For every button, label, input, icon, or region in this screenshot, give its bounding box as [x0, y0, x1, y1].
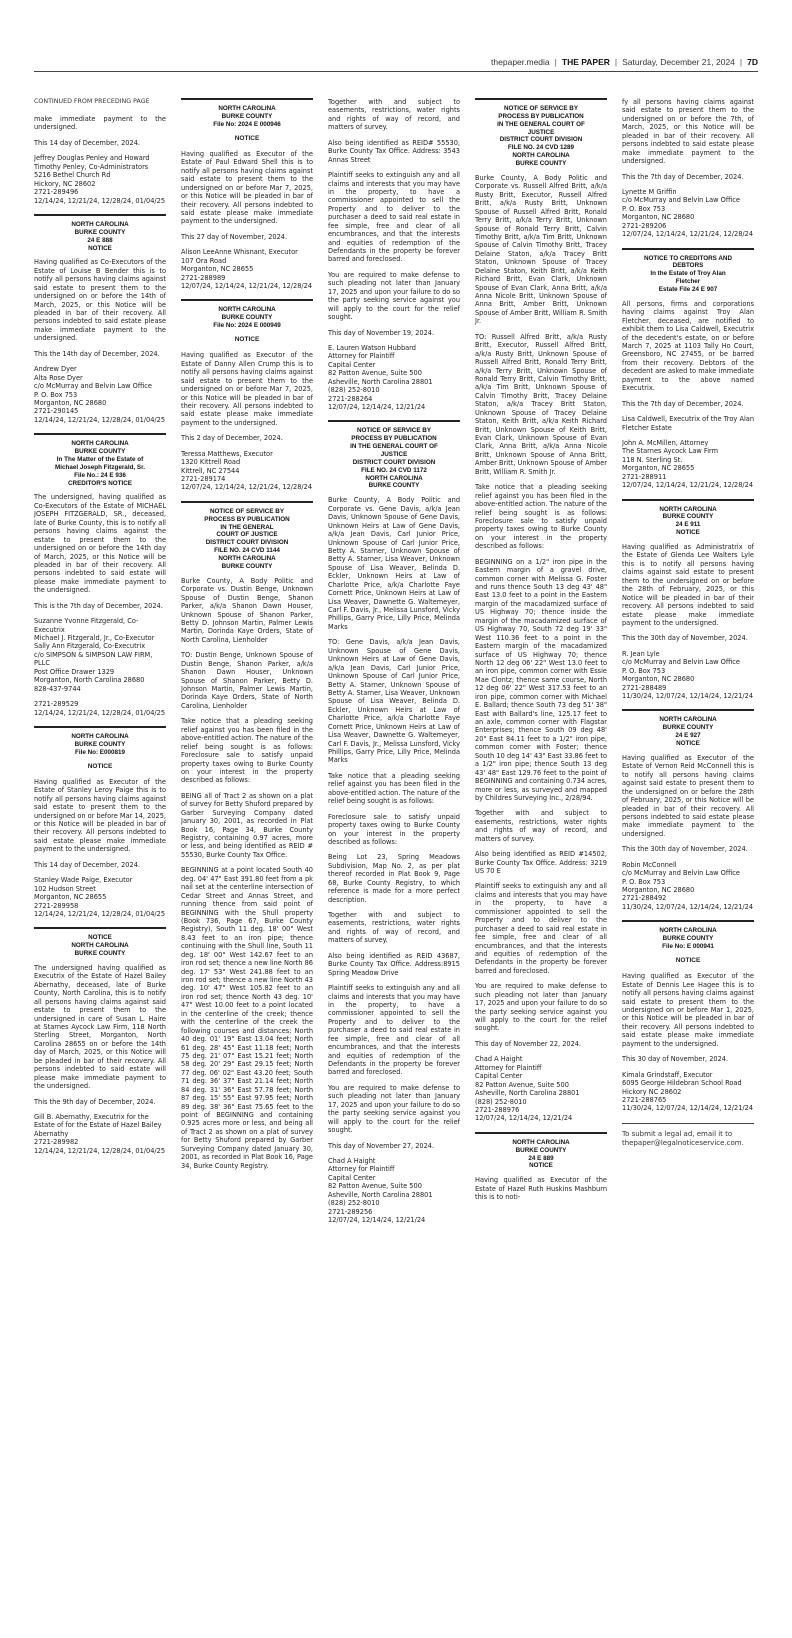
- header-line: BURKE COUNTY: [662, 513, 714, 521]
- notice-body: You are required to make defense to such pleading not later than January 17, 2025 and upon your failure to do so the party seeking service against you will apply to the court for the relief sought.: [328, 1083, 460, 1135]
- header-line: BURKE COUNTY: [74, 950, 126, 958]
- notice-body: BEING all of Tract 2 as shown on a plat of survey for Betty Shuford prepared by Garber Surveying Company dated January 30, 2001, as recorded in Plat Book 16, Page 34, Burke County Registry, containing 0.97 acres, more or less, and being identified as REID # 55530, Burke County Tax Office.: [181, 791, 313, 859]
- header-line: BURKE COUNTY: [368, 482, 420, 490]
- notice-body: Having qualified as Executor of the Estate of Paul Edward Shell this is to notify all persons having claims against said estate to present them to the undersigned on or before Mar 7, 2025, or this Notice will be pleaded in bar of their recovery. All persons indebted to said estate please make immediate payment to the undersigned.: [181, 149, 313, 226]
- header-line: PROCESS BY PUBLICATION: [498, 112, 584, 120]
- sig-line: 2721-289529: [34, 700, 79, 709]
- sig-line: 12/14/24, 12/21/24, 12/28/24, 01/04/25: [34, 196, 166, 205]
- sig-line: John A. McMillen, Attorney: [622, 438, 709, 447]
- header-line: Fletcher: [675, 278, 701, 286]
- sig-line: Sally Ann Fitzgerald, Co-Executrix: [34, 642, 146, 651]
- sig-line: Morganton, NC 28655: [34, 893, 107, 902]
- sig-line: Chad A Haight: [475, 1055, 523, 1064]
- sig-line: 12/14/24, 12/21/24, 12/28/24, 01/04/25: [34, 1146, 166, 1155]
- legal-notice: [622, 709, 754, 911]
- notice-body: Having qualified as Administratrix of the Estate of Glenda Lee Walters Lyle this is to notify all persons having claims against said estate to present them to the undersigned on or before the 28th of February, 2025, or this Notice will be pleaded in bar of their recovery. All persons indebted to said estate please make immediate payment to the undersigned.: [622, 543, 754, 627]
- notice-body: Burke County, A Body Politic and Corporate vs. Gene Davis, a/k/a Jean Davis, Unknown Spouse of Gene Davis, Unknown Heirs at Law of Gene Davis, a/k/a Jean Davis, Carl Junior Price, Unknown Spouse of Carl Junior Price, Betty A. Starner, Unknown Spouse of Betty A. Starner, Lisa Weaver, Unknown Spouse of Lisa Weaver, Belinda D. Eckler, Unknown Heirs at Law of Charlotte Price, a/k/a Charlotte Faye Cornett Price, Unknown Heirs at Law of Lisa Weaver, Dawnette G. Waltemeyer, Carl F. Davis, Jr., Melissa Lunsford, Vicky Phillips, Garry Price, Lilly Price, Melinda Marks: [328, 496, 460, 631]
- header-line: BURKE COUNTY: [221, 112, 273, 120]
- sig-line: Asheville, North Carolina 28801: [475, 1089, 580, 1098]
- header-line: File No: 2024 E 000946: [213, 120, 281, 128]
- header-line: JUSTICE: [380, 451, 408, 459]
- sig-line: 2721-288264: [328, 394, 373, 403]
- header-line: FILE NO. 24 CVD 1289: [507, 144, 575, 152]
- sig-line: 2721-289496: [34, 188, 79, 197]
- notice-date: This the 9th day of December, 2024.: [34, 1097, 156, 1106]
- sig-line: 12/07/24, 12/14/24, 12/21/24, 12/28/24: [181, 282, 313, 291]
- notice-title: NOTICE: [675, 956, 701, 964]
- sig-line: Attorney for Plaintiff: [475, 1063, 542, 1072]
- header-line: NORTH CAROLINA: [71, 942, 129, 950]
- header-line: DEBTORS: [672, 262, 704, 270]
- notice-date: This 14 day of December, 2024.: [34, 860, 140, 869]
- header-line: BURKE COUNTY: [74, 228, 126, 236]
- sig-line: The Starnes Aycock Law Firm: [622, 447, 719, 456]
- legal-notice: [34, 726, 166, 918]
- header-line: NOTICE OF SERVICE BY: [503, 105, 579, 112]
- notice-body: Take notice that a pleading seeking relief against you has been filed in the above-entitled action. The nature of the relief being sought is as follows: Foreclosure sale to satisfy unpaid property taxes owing to Burke County on your interest in the property described as follows:: [181, 717, 313, 785]
- header-line: NOTICE: [676, 529, 700, 537]
- notice-date: This 2 day of December, 2024.: [181, 434, 283, 443]
- notice-body: BEGINNING on a 1/2" iron pipe in the Eastern margin of a gravel drive, common corner with Melissa G. Foster and runs thence South 13 deg 43' 48" East 13.0 feet to a point in the Eastern margin of the macadamized surface of US Highway 70; thence inside the margin of the macadamized surface of US Highway 70, South 72 deg 19' 33" West 110.36 feet to a point in the Eastern margin of the macadamized surface of US Highway 70; thence North 12 deg 06' 22" West 13.0 feet to an iron pipe, common corner with Essie Mae Clontz; thence same course, North 12 deg 06' 22" West 317.53 feet to an iron pipe, common corner with Michael E. Ballard; thence South 73 deg 51' 38" East with Ballard's line, 125.17 feet to an axle, common corner with Flagstar Enterprises; thence South 09 deg 48' 20" East 84.11 feet to a 1/2" iron pipe, common corner with Foster; thence South 10 deg 14' 43" East 33.86 feet to a 1/2" iron pipe; thence South 13 deg 43' 48" East 129.76 feet to the point of BEGINNING and containing 0.734 acres, more or less, as surveyed and mapped by Childres Surveying Inc., 2/28/94.: [475, 557, 607, 802]
- notice-body: Foreclosure sale to satisfy unpaid property taxes owing to Burke County on your interest in the property described as follows:: [328, 812, 460, 846]
- sig-line: Chad A Haight: [328, 1156, 376, 1165]
- notice-date: This is the 7th day of December, 2024.: [34, 601, 163, 610]
- sig-line: 2721-289958: [34, 901, 79, 910]
- sig-line: 12/07/24, 12/14/24, 12/21/24, 12/28/24: [181, 483, 313, 492]
- notice-header: [34, 726, 166, 757]
- sig-line: Asheville, North Carolina 28801: [328, 377, 433, 386]
- header-line: NORTH CAROLINA: [71, 732, 129, 740]
- sig-line: c/o McMurray and Belvin Law Office: [622, 196, 740, 205]
- sig-line: 6095 George Hildebran School Road: [622, 1079, 742, 1088]
- notice-header: [622, 499, 754, 537]
- sig-line: Morganton, NC 28680: [34, 398, 107, 407]
- notice-date: This day of November 22, 2024.: [475, 1039, 582, 1048]
- sig-line: 2721-288489: [622, 683, 667, 692]
- sig-line: 1320 Kittrell Road: [181, 458, 241, 467]
- sig-line: Morganton, NC 28680: [622, 213, 695, 222]
- header-line: NORTH CAROLINA: [512, 1138, 570, 1146]
- sig-line: Michael J. Fitzgerald, Jr., Co-Executor: [34, 634, 155, 643]
- sig-line: Stanley Wade Paige, Executor: [34, 876, 133, 885]
- separator: |: [554, 56, 557, 67]
- sig-line: (828) 252-8010: [328, 386, 380, 395]
- legal-notice: [34, 214, 166, 424]
- notice-body: Also being identified as REID 43687, Burke County Tax Office. Address:8915 Spring Meadow Drive: [328, 951, 460, 977]
- legal-notice: [622, 98, 754, 239]
- notice-signature: [328, 1157, 460, 1225]
- legal-notice: [328, 420, 460, 1224]
- notice-body: Also being identified as REID #14502, Burke County Tax Office. Address: 3219 US 70 E: [475, 850, 607, 875]
- header-line: BURKE COUNTY: [515, 1146, 567, 1154]
- notice-body: Also being identified as REID# 55530, Burke County Tax Office. Address: 3543 Annas Street: [328, 138, 460, 164]
- notice-body: Take notice that a pleading seeking relief against you has been filed in the above-entitled action. The nature of the relief being sought is as follows: Foreclosure sale to satisfy unpaid property taxes owing to Burke County on your interest in the property described as follows:: [475, 483, 607, 551]
- sig-line: c/o McMurray and Belvin Law Office: [622, 658, 740, 667]
- notice-signature: [328, 344, 460, 412]
- sig-line: Morganton, NC 28655: [181, 265, 254, 274]
- notice-header: [622, 709, 754, 747]
- header-line: BURKE COUNTY: [221, 314, 273, 322]
- notice-signature: [475, 1055, 607, 1123]
- notice-body: Plaintiff seeks to extinguish any and all claims and interests that you may have in the property, to have a commissioner appointed to sell the Property and to deliver to the purchaser a deed to said real estate in fee simple, free and clear of all encumbrances, and that the interests and equities of redemption of the Defendants in the property be forever barred and foreclosed.: [475, 882, 607, 975]
- sig-line: c/o SIMPSON & SIMPSON LAW FIRM, PLLC: [34, 650, 153, 668]
- header-line: NORTH CAROLINA: [659, 927, 717, 935]
- separator: |: [739, 56, 743, 67]
- notice-signature: [622, 650, 754, 701]
- legal-notice: [34, 927, 166, 1155]
- sig-line: P. O. Box 753: [34, 390, 78, 399]
- notice-body: Lisa Caldwell, Executrix of the Troy Alan Fletcher Estate: [622, 415, 754, 432]
- submission-note: To submit a legal ad, email it to thepaper@legalnoticeservice.com.: [622, 1123, 754, 1148]
- notice-header: [181, 299, 313, 330]
- sig-line: (828) 252-8010: [475, 1097, 527, 1106]
- sig-line: Asheville, North Carolina 28801: [328, 1190, 433, 1199]
- header-line: NOTICE OF SERVICE BY: [356, 427, 432, 435]
- sig-line: 828-437-9744: [34, 684, 81, 693]
- notice-date: This the 7th day of December, 2024.: [622, 399, 744, 408]
- sig-line: 2721-289206: [622, 221, 667, 230]
- sig-line: (828) 252-8010: [328, 1199, 380, 1208]
- sig-line: Hickory NC 28602: [622, 1087, 682, 1096]
- sig-line: 2721-290145: [34, 407, 79, 416]
- notice-body: Having qualified as Executor of the Estate of Stanley Leroy Paige this is to notify all persons having claims against said estate to present them to the undersigned on or before Mar 14, 2025, or this Notice will be pleaded in bar of their recovery. All persons indebted to said estate please make immediate payment to the undersigned.: [34, 777, 166, 854]
- header-line: FILE NO. 24 CVD 1144: [214, 547, 280, 555]
- header-line: NORTH CAROLINA: [218, 555, 276, 563]
- sig-line: P. O. Box 753: [622, 877, 666, 886]
- sig-line: 12/07/24, 12/14/24, 12/21/24: [328, 403, 426, 411]
- notice-signature: [622, 861, 754, 912]
- header-line: NORTH CAROLINA: [365, 474, 423, 482]
- notice-body: TO: Gene Davis, a/k/a Jean Davis, Unknown Spouse of Gene Davis, Unknown Heirs at Law of Gene Davis, a/k/a Jean Davis, Carl Junior Price, Unknown Spouse of Carl Junior Price, Betty A. Starner, Unknown Spouse of Betty A. Starner, Lisa Weaver, Unknown Spouse of Lisa Weaver, Belinda D. Eckler, Unknown Heirs at Law of Charlotte Price, a/k/a Charlotte Faye Cornett Price, Unknown Heirs at Law of Lisa Weaver, Dawnette G. Waltemeyer, Carl F. Davis, Jr., Melissa Lunsford, Vicky Phillips, Garry Price, Lilly Price, Melinda Marks: [328, 638, 460, 765]
- header-line: PROCESS BY PUBLICATION: [351, 435, 437, 443]
- notice-body: Plaintiff seeks to extinguish any and all claims and interests that you may have in the property, to have a commissioner appointed to sell the Property and to deliver to the purchaser a deed to said real estate in fee simple, free and clear of all encumbrances, and that the interests and equities of redemption of the Defendants in the property be forever barred and foreclosed.: [328, 171, 460, 264]
- notice-body: Having qualified as Executor of the Estate of Danny Allen Crump this is to notify all persons having claims against said estate to present them to the undersigned on or before Mar 7, 2025, or this Notice will be pleaded in bar of their recovery. All persons indebted to said estate please make immediate payment to the undersigned.: [181, 351, 313, 427]
- sig-line: 5216 Bethel Church Rd: [34, 171, 111, 180]
- masthead: [34, 55, 758, 69]
- notice-signature: [181, 450, 313, 492]
- notice-signature: [34, 1113, 166, 1155]
- notice-header: [328, 420, 460, 490]
- header-line: IN THE GENERAL COURT OF: [497, 120, 585, 128]
- sig-line: 11/30/24, 12/07/24, 12/14/24, 12/21/24: [622, 902, 754, 911]
- sig-line: 12/07/24, 12/14/24, 12/21/24, 12/28/24: [622, 230, 754, 239]
- header-line: BURKE COUNTY: [662, 724, 714, 732]
- sig-line: c/o McMurray and Belvin Law Office: [34, 382, 152, 391]
- sig-line: Capital Center: [475, 1072, 523, 1081]
- header-line: COURT OF JUSTICE: [216, 531, 278, 539]
- sig-line: Alison LeeAnne Whisnant, Executor: [181, 248, 298, 257]
- separator: |: [614, 56, 618, 67]
- header-line: BURKE COUNTY: [221, 562, 273, 570]
- sig-line: Attorney for Plaintiff: [328, 352, 395, 361]
- notice-body: Being Lot 23, Spring Meadows Subdivision, Map No. 2, as per plat thereof recorded in Plat Book 9, Page 68, Burke County Registry, to which reference is made for a more perfect description.: [328, 853, 460, 904]
- continued-label: CONTINUED FROM PRECEDING PAGE: [34, 98, 150, 105]
- header-line: Michael Joseph Fitzgerald, Sr.: [55, 463, 145, 471]
- sig-line: 2721-288765: [622, 1095, 667, 1104]
- notice-body: All persons, firms and corporations having claims against Troy Alan Fletcher, deceased, are notified to exhibit them to Lisa Caldwell, Executrix of the decedent's estate, on or before March 7, 2025 at 1103 Tally Ho Court, Greensboro, NC 27455, or be barred from their recovery. Debtors of the decedent are asked to make immediate payment to the above named Executrix.: [622, 299, 754, 393]
- issue-date: Saturday, December 21, 2024: [622, 56, 735, 67]
- notice-body: Having qualified as Executor of the Estate of Dennis Lee Hagee this is to notify all persons having claims against said estate to present them to the undersigned on or before Mar 1, 2025, or this Notice will be pleaded in bar of their recovery. All persons indebted to said estate please make immediate payment to the undersigned.: [622, 972, 754, 1048]
- sig-line: Capital Center: [328, 1173, 376, 1182]
- legal-notice: [622, 920, 754, 1112]
- notice-body: You are required to make defense to such pleading not later than January 17, 2025 and upon your failure to do so the party seeking service against you will apply to the court for the relief sought.: [475, 982, 607, 1033]
- header-line: NORTH CAROLINA: [512, 152, 570, 160]
- sig-line: c/o McMurray and Belvin Law Office: [622, 869, 740, 878]
- header-line: CREDITOR'S NOTICE: [67, 479, 132, 487]
- sig-line: Hickory, NC 28602: [34, 179, 96, 188]
- legal-notice: [328, 98, 460, 411]
- sig-line: 2721-289174: [181, 475, 226, 484]
- legal-notice: [622, 499, 754, 701]
- header-line: 24 E 889: [528, 1154, 554, 1162]
- header-line: 24 E 927: [675, 732, 701, 740]
- sig-line: E. Lauren Watson Hubbard: [328, 343, 416, 352]
- sig-line: 2721-288976: [475, 1105, 520, 1114]
- header-line: IN THE GENERAL COURT OF: [350, 443, 438, 451]
- header-line: NOTICE TO CREDITORS AND: [643, 254, 733, 262]
- legal-notice: [181, 98, 313, 290]
- sig-line: 82 Patton Avenue, Suite 500: [328, 369, 422, 378]
- column-1: [34, 98, 166, 1618]
- header-line: NORTH CAROLINA: [218, 306, 276, 314]
- header-line: NOTICE: [676, 740, 700, 748]
- notice-body: Having qualified as Executor of the Estate of Hazel Ruth Huskins Mashburn this is to noti-: [475, 1176, 607, 1202]
- header-line: NORTH CAROLINA: [218, 105, 276, 112]
- sig-line: 107 Ora Road: [181, 256, 227, 265]
- notice-header: [34, 214, 166, 252]
- notice-date: This the 30th day of November, 2024.: [622, 634, 748, 643]
- notice-signature: [622, 1071, 754, 1113]
- notice-body: TO: Russell Alfred Britt, a/k/a Rusty Britt, Executor, Russell Alfred Britt, a/k/a Rusty Britt, Unknown Spouse of Russell Alfred Britt, Ronald Terry Britt, a/k/a Terry Britt, Unknown Spouse of Ronald Terry Britt, Calvin Timothy Britt, a/k/a Tim Britt, Unknown Spouse of Calvin Timothy Britt, Tracey Delaine Staton, a/k/a Tracey Britt Staton, Unknown Spouse of Tracey Delaine Staton, Keith Britt, a/k/a Keith Richard Britt, Unknown Spouse of Keith Britt, Evan Clark, Unknown Spouse of Evan Clark, Anna Britt, a/k/a Anna Nicole Britt, Unknown Spouse of Anna Britt, Amber Britt, Unknown Spouse of Amber Britt, William R. Smith Jr.: [475, 332, 607, 476]
- header-line: NORTH CAROLINA: [71, 220, 129, 228]
- notice-date: This the 14th day of December, 2024.: [34, 349, 160, 358]
- legal-notice: [181, 299, 313, 491]
- notice-body: BEGINNING at a point located South 40 deg. 04' 47" East 391.80 feet from a pk nail set at the centerline intersection of Cedar Street and Annas Street, and running thence from said point of BEGINNING with the Shull property (Book 736, Page 67, Burke County Registry), South 11 deg. 18' 00" West 8.43 feet to an iron pipe; thence continuing with the Shull line, South 11 deg. 18' 00" West 142.67 feet to an iron rod set; thence a new line North 86 deg. 17' 53" West 241.88 feet to an iron rod set; thence a new line North 43 deg. 10' 47" West 105.82 feet to an iron rod set; thence North 43 deg. 10' 47" West 10.00 feet to a point located in the centerline of the creek; thence with the centerline of the creek the following courses and distances: North 40 deg. 01' 19" East 13.04 feet; North 61 deg. 28' 45" East 11.18 feet; North 75 deg. 21' 07" East 15.21 feet; North 58 deg. 20' 29" East 29.15 feet; North 77 deg. 06' 02" East 43.20 feet; South 71 deg. 36' 37" East 21.14 feet; North 84 deg. 31' 36" East 57.78 feet; North 87 deg. 15' 55" East 97.95 feet; North 89 deg. 38' 36" East 75.65 feet to the point of BEGINNING and containing 0.925 acres more or less, and being all of Tract 2 as shown on a plat of survey for Betty Shuford prepared by Garber Surveying Company dated January 30, 2001, as recorded in Plat Book 16, Page 34, Burke County Registry.: [181, 866, 313, 1170]
- sig-line: Teressa Matthews, Executor: [181, 449, 273, 458]
- sig-line: 102 Hudson Street: [34, 884, 96, 893]
- header-line: File No: E 000941: [662, 943, 714, 951]
- sig-line: P. O. Box 753: [622, 204, 666, 213]
- page-number: 7D: [747, 56, 758, 67]
- notice-date: This the 30th day of November, 2024.: [622, 845, 748, 854]
- header-line: DISTRICT COURT DIVISION: [499, 136, 583, 144]
- sig-line: P. O. Box 753: [622, 666, 666, 675]
- notice-body: Having qualified as Executor of the Estate of Vernon Reid McConnell this is to notify all persons having claims against said estate to present them to the undersigned on or before the 28th of February, 2025, or this Notice will be pleaded in bar of their recovery. All persons indebted to said estate please make immediate payment to the undersigned.: [622, 753, 754, 838]
- notice-body: Together with and subject to easements, restrictions, water rights and rights of way of record, and matters of survey.: [328, 98, 460, 132]
- notice-title: NOTICE: [87, 762, 113, 770]
- sig-line: 11/30/24, 12/07/24, 12/14/24, 12/21/24: [622, 692, 754, 701]
- sig-line: Morganton, NC 28655: [622, 464, 695, 473]
- notice-signature: [34, 617, 166, 693]
- notice-body: Having qualified as Co-Executors of the Estate of Louise B Bender this is to notify all persons having claims against said estate to present them to the undersigned on or before the 14th of March, 2025, or this Notice will be pleaded in bar of their recovery. All persons indebted to said estate please make immediate payment to the undersigned.: [34, 258, 166, 343]
- sig-line: Morganton, NC 28680: [622, 886, 695, 895]
- header-line: In The Matter of the Estate of: [56, 456, 144, 464]
- notice-header: [34, 433, 166, 487]
- header-line: PROCESS BY PUBLICATION: [204, 515, 290, 523]
- notice-body: Burke County, A Body Politic and Corporate vs. Dustin Benge, Unknown Spouse of Dustin Benge, Shanon Parker, a/k/a Shanon Dawn Houser, Unknown Spouse of Shanon Parker, Betty D. Johnson Martin, Palmer Lewis Martin, Dorinda Kaye Orders, State of North Carolina, Lienholder: [181, 576, 313, 644]
- header-line: DISTRICT COURT DIVISION: [352, 458, 436, 466]
- sig-line: R. Jean Lyle: [622, 649, 660, 658]
- column-5: [622, 98, 754, 1618]
- notice-signature: [181, 248, 313, 290]
- sig-line: Morganton, NC 28680: [622, 675, 695, 684]
- legal-notice: [475, 98, 607, 1123]
- header-line: NOTICE: [529, 1162, 553, 1170]
- sig-line: 2721-288911: [622, 472, 667, 481]
- notice-signature: [34, 700, 166, 717]
- legal-notice: [475, 1132, 607, 1202]
- header-line: IN THE GENERAL: [220, 523, 274, 531]
- sig-line: Post Office Drawer 1329: [34, 667, 115, 676]
- sig-line: Capital Center: [328, 360, 376, 369]
- sig-line: 2721-288989: [181, 273, 226, 282]
- notice-header: [622, 920, 754, 951]
- header-line: In the Estate of Troy Alan: [650, 270, 726, 278]
- sig-line: Kittrell, NC 27544: [181, 466, 240, 475]
- sig-line: Lynette M Griffin: [622, 187, 677, 196]
- sig-line: Gill B. Abernathy, Executrix for the Estate of for the Estate of Hazel Bailey Abernathy: [34, 1112, 162, 1138]
- header-line: File No: 2024 E 000949: [213, 322, 281, 330]
- notice-header: [181, 98, 313, 129]
- header-line: File No.: 24 E 936: [74, 471, 126, 479]
- header-line: NORTH CAROLINA: [659, 505, 717, 513]
- notice-header: [34, 927, 166, 958]
- header-line: 24 E 911: [675, 521, 701, 529]
- notice-header: [475, 98, 607, 168]
- notice-date: This 30 day of November, 2024.: [622, 1055, 729, 1064]
- sig-line: 82 Patton Avenue, Suite 500: [475, 1080, 569, 1089]
- notice-date: This the 7th day of December, 2024.: [622, 172, 744, 181]
- header-rule: [34, 71, 758, 72]
- header-line: BURKE COUNTY: [515, 160, 567, 168]
- header-line: BURKE COUNTY: [662, 935, 714, 943]
- notice-header: [622, 248, 754, 294]
- sig-line: 118 N. Sterling St.: [622, 455, 683, 464]
- notice-date: This 14 day of December, 2024.: [34, 138, 140, 147]
- notice-body: The undersigned having qualified as Executrix of the Estate of Hazel Bailey Abernathy, deceased, late of Burke County, North Carolina, this is to notify all persons having claims against said estate to present them to the undersigned in care of Susan L. Haire at Starnes Aycock Law Firm, 118 North Sterling Street, Morganton, North Carolina 28655 on or before the 14th day of March, 2025, or this Notice will be pleaded in bar of their recovery. All persons indebted to said estate will please make immediate payment to the undersigned.: [34, 963, 166, 1091]
- notice-body: Together with and subject to easements, restrictions, water rights and rights of way of record, and matters of survey.: [328, 911, 460, 945]
- sig-line: Attorney for Plaintiff: [328, 1165, 395, 1174]
- sig-line: Andrew Dyer: [34, 365, 77, 374]
- notice-body: Plaintiff seeks to extinguish any and all claims and interests that you may have in the property, to have a commissioner appointed to sell the Property and to deliver to the purchaser a deed to said real estate in fee simple, free and clear of all encumbrances, and that the interests and equities of redemption of the Defendants in the property be forever barred and foreclosed.: [328, 984, 460, 1077]
- notice-date: This 27 day of November, 2024.: [181, 232, 288, 241]
- legal-notice: [622, 248, 754, 490]
- sig-line: 11/30/24, 12/07/24, 12/14/24, 12/21/24: [622, 1104, 754, 1113]
- sig-line: Kimala Grindstaff, Executor: [622, 1070, 713, 1079]
- sig-line: 12/14/24, 12/21/24, 12/28/24, 01/04/25: [34, 909, 166, 918]
- header-line: Estate File 24 E 907: [658, 286, 718, 293]
- header-line: NOTICE: [88, 244, 112, 252]
- header-line: NORTH CAROLINA: [659, 716, 717, 724]
- header-line: DISTRICT COURT DIVISION: [205, 539, 289, 547]
- legal-notice: [34, 433, 166, 717]
- sig-line: 12/14/24, 12/21/24, 12/28/24, 01/04/25: [34, 415, 166, 424]
- notice-signature: [34, 876, 166, 918]
- legal-notice: [34, 115, 166, 205]
- notice-date: This day of November 19, 2024.: [328, 328, 435, 337]
- header-line: FILE NO. 24 CVD 1172: [361, 466, 427, 474]
- sig-line: Alta Rose Dyer: [34, 373, 83, 382]
- header-line: JUSTICE: [527, 128, 555, 136]
- notice-body: fy all persons having claims against said estate to present them to the undersigned on or before the 7th, of March, 2025, or this Notice will be pleaded in bar of their recovery. All persons indebted to said estate please make immediate payment to the undersigned.: [622, 98, 754, 166]
- notice-title: NOTICE: [234, 134, 260, 142]
- notice-body: The undersigned, having qualified as Co-Executors of the Estate of MICHAEL JOSEPH FITZGERALD, SR., deceased, late of Burke County, this is to notify all persons having claims against the estate to present them to the undersigned on or before the 14th day of March, 2025, or this Notice will be pleaded in bar of their recovery. All persons indebted to said estate will please make immediate payment to the undersigned.: [34, 493, 166, 595]
- sig-line: Morganton, North Carolina 28680: [34, 676, 145, 685]
- column-2: [181, 98, 313, 1618]
- sig-line: Robin McConnell: [622, 860, 677, 869]
- sig-line: 12/07/24, 12/14/24, 12/21/24: [475, 1114, 573, 1123]
- notice-body: Take notice that a pleading seeking relief against you has been filed in the above-entitled action. The nature of the relief being sought is as follows:: [328, 771, 460, 806]
- notice-header: [475, 1132, 607, 1170]
- sig-line: 2721-289256: [328, 1207, 373, 1216]
- sig-line: 12/07/24, 12/14/24, 12/21/24, 12/28/24: [622, 481, 754, 490]
- legal-notice: [181, 501, 313, 1170]
- notice-date: This day of November 27, 2024.: [328, 1141, 435, 1150]
- notice-header: [181, 501, 313, 571]
- sig-line: 12/14/24, 12/21/24, 12/28/24, 01/04/25: [34, 708, 166, 717]
- notice-signature: [622, 439, 754, 490]
- column-3: [328, 98, 460, 1618]
- paper-name: THE PAPER: [561, 56, 610, 67]
- sig-line: Jeffrey Douglas Penley and Howard Timothy Penley, Co-Administrators: [34, 154, 150, 171]
- notice-body: TO: Dustin Benge, Unknown Spouse of Dustin Benge, Shanon Parker, a/k/a Shanon Dawn Houser, Unknown Spouse of Shanon Parker, Betty D. Johnson Martin, Palmer Lewis Martin, Dorinda Kaye Orders, State of North Carolina, Lienholder: [181, 651, 313, 710]
- column-4: [475, 98, 607, 1618]
- notice-signature: [34, 154, 166, 205]
- notice-signature: [34, 365, 166, 424]
- header-line: NOTICE: [88, 934, 112, 942]
- sig-line: 82 Patton Avenue, Suite 500: [328, 1182, 422, 1191]
- header-line: NOTICE OF SERVICE BY: [209, 507, 285, 515]
- sig-line: 2721-288492: [622, 894, 667, 903]
- notice-title: NOTICE: [234, 336, 260, 344]
- sig-line: 12/07/24, 12/14/24, 12/21/24: [328, 1216, 426, 1224]
- header-line: BURKE COUNTY: [74, 740, 126, 748]
- header-line: NORTH CAROLINA: [71, 440, 129, 448]
- notice-body: Burke County, A Body Politic and Corporate vs. Russell Alfred Britt, a/k/a Rusty Britt, Executor, Russell Alfred Britt, a/k/a Rusty Britt, Unknown Spouse of Russell Alfred Britt, Ronald Terry Britt, a/k/a Terry Britt, Unknown Spouse of Ronald Terry Britt, Calvin Timothy Britt, a/k/a Tim Britt, Unknown Spouse of Calvin Timothy Britt, Tracey Delaine Staton, a/k/a Tracey Britt Staton, Unknown Spouse of Tracey Delaine Staton, Keith Britt, a/k/a Keith Richard Britt, Evan Clark, Unknown Spouse of Evan Clark, Anna Britt, a/k/a Anna Nicole Britt, Unknown Spouse of Anna Britt, Amber Britt, Unknown Spouse of Amber Britt, William R. Smith Jr.: [475, 173, 607, 326]
- sig-line: 2721-289982: [34, 1138, 79, 1147]
- notice-signature: [622, 188, 754, 239]
- site-name: thepaper.media: [491, 56, 550, 67]
- notice-body: make immediate payment to the undersigned.: [34, 115, 166, 132]
- sig-line: Suzanne Yvonne Fitzgerald, Co-Executrix: [34, 617, 139, 634]
- notice-body: You are required to make defense to such pleading not later than January 17, 2025 and upon your failure to do so the party seeking service against you will apply to the court for the relief sought.: [328, 270, 460, 322]
- header-line: BURKE COUNTY: [74, 448, 126, 456]
- notice-body: Together with and subject to easements, restrictions, water rights and rights of way of record, and matters of survey.: [475, 809, 607, 843]
- header-line: File No: E000819: [74, 748, 126, 756]
- header-line: 24 E 888: [87, 236, 113, 244]
